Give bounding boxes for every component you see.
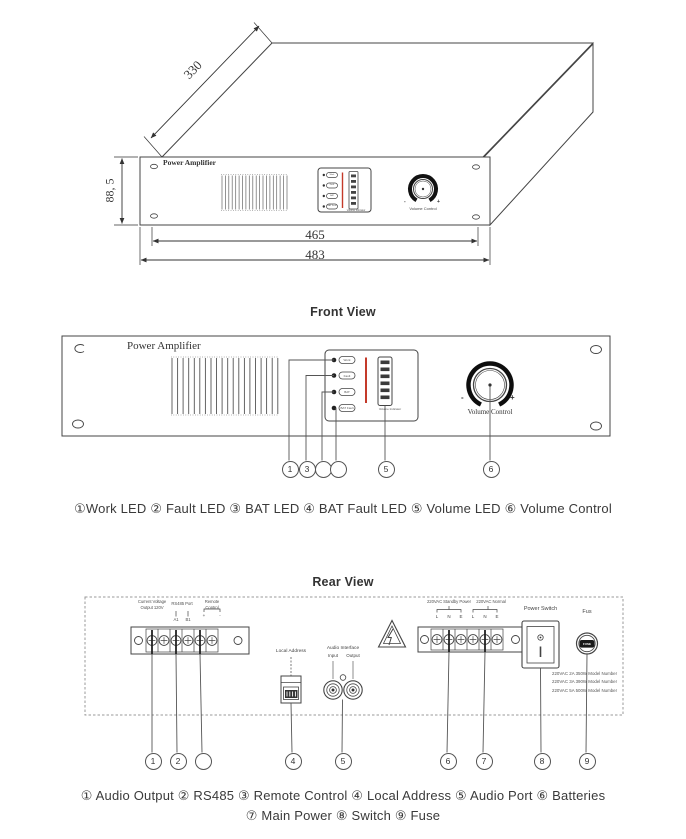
led-label: BAT bbox=[344, 390, 350, 394]
output-label: Current Voltage bbox=[137, 598, 167, 604]
top-panel-title: Power Amplifier bbox=[163, 158, 216, 167]
callout-2: 3 bbox=[299, 461, 316, 478]
fuse-label: Fus bbox=[582, 609, 592, 615]
block-mount-hole bbox=[234, 637, 242, 645]
rear-callout-2: 2 bbox=[170, 753, 187, 770]
rear-callout-3 bbox=[195, 753, 212, 770]
front-view-caption: ①Work LED ② Fault LED ③ BAT LED ④ BAT Fault LED ⑤ Volume LED ⑥ Volume Control bbox=[74, 501, 612, 516]
volume-control-label: Volume Control bbox=[467, 408, 513, 416]
phase-label-e: E bbox=[459, 613, 463, 619]
block-mount-hole bbox=[512, 636, 520, 644]
rs485-pin-b: B1 bbox=[185, 616, 191, 622]
callout-5: 5 bbox=[378, 461, 395, 478]
rear-callout-7: 7 bbox=[476, 753, 493, 770]
plus-mark: + bbox=[510, 393, 515, 402]
remote-label: Remote bbox=[204, 598, 220, 604]
plus-mark: + bbox=[437, 199, 440, 205]
volume-knob-center bbox=[422, 188, 424, 190]
callout-1: 1 bbox=[282, 461, 299, 478]
output-label: Output bbox=[346, 652, 360, 658]
volume-indicator-label: Volume Indicator bbox=[378, 407, 402, 411]
phase-label-n: N bbox=[483, 613, 487, 619]
high-voltage-warning-icon bbox=[379, 621, 406, 648]
model-line: 220VAC 2A 350W Model Number bbox=[552, 670, 618, 676]
rs485-label: RS485 Port bbox=[171, 601, 193, 606]
front-view-title: Front View bbox=[310, 305, 376, 319]
phase-label-n: N bbox=[447, 613, 451, 619]
front-view-drawing bbox=[62, 336, 610, 461]
led-label: Fault bbox=[343, 373, 351, 378]
callout-4 bbox=[330, 461, 347, 478]
rear-callout-6: 6 bbox=[440, 753, 457, 770]
block-mount-hole bbox=[421, 636, 429, 644]
minus-mark: - bbox=[461, 393, 464, 402]
rear-callout-1: 1 bbox=[145, 753, 162, 770]
dimension-width-inner: 465 bbox=[305, 227, 325, 242]
isometric-chassis bbox=[140, 43, 593, 225]
block-mount-hole bbox=[135, 637, 143, 645]
power-switch bbox=[522, 621, 559, 668]
front-panel-title: Power Amplifier bbox=[127, 340, 201, 352]
volume-indicator-label: Volume Indicator bbox=[346, 209, 366, 212]
remote-pin-minus: - bbox=[219, 613, 221, 618]
rear-callout-8: 8 bbox=[534, 753, 551, 770]
led-label: Work bbox=[343, 358, 351, 362]
output-label: Output 120V bbox=[140, 604, 164, 610]
input-label: Input bbox=[327, 652, 338, 658]
callout-3 bbox=[315, 461, 332, 478]
remote-label: Control bbox=[205, 604, 219, 610]
rs485-pin-a: A1 bbox=[173, 616, 179, 622]
volume-control-label: Volume Control bbox=[409, 205, 437, 211]
local-address-dip-switch bbox=[281, 657, 301, 703]
led-label: BAT Fault bbox=[340, 406, 354, 410]
minus-mark: - bbox=[404, 199, 406, 205]
led-label: BAT bbox=[330, 194, 334, 197]
standby-power-label: 220VAC Standby Power bbox=[426, 598, 472, 604]
rear-callout-4: 4 bbox=[285, 753, 302, 770]
rear-view-title: Rear View bbox=[312, 575, 374, 589]
led-label: Work bbox=[329, 173, 335, 176]
pin-brackets bbox=[176, 609, 220, 617]
audio-rca-connectors bbox=[324, 661, 362, 699]
rear-callout-5: 5 bbox=[335, 753, 352, 770]
dimension-height: 88, 5 bbox=[102, 178, 117, 203]
phase-label-l: L bbox=[471, 613, 475, 619]
remote-pin-plus: + bbox=[202, 613, 206, 618]
audio-interface-label: Audio Interface bbox=[326, 645, 360, 651]
phase-label-e: E bbox=[495, 613, 499, 619]
model-line: 220VAC 3A 390W Model Number bbox=[552, 679, 618, 684]
phase-label-l: L bbox=[435, 613, 439, 619]
local-address-label: Local Address bbox=[275, 648, 307, 654]
rear-view-drawing bbox=[85, 597, 623, 753]
model-line: 220VAC 5A 500W Model Number bbox=[552, 687, 618, 693]
led-label: BAT Fault bbox=[327, 205, 337, 207]
rear-callout-9: 9 bbox=[579, 753, 596, 770]
rear-view-caption-line2: ⑦ Main Power ⑧ Switch ⑨ Fuse bbox=[245, 808, 441, 823]
normal-power-label: 220VAC Normal bbox=[476, 598, 506, 604]
power-brackets bbox=[437, 606, 497, 613]
rear-view-caption-line1: ① Audio Output ② RS485 ③ Remote Control ④ Local Address ⑤ Audio Port ⑥ Batteries bbox=[80, 788, 606, 803]
led-label: Fault bbox=[329, 184, 335, 186]
dimension-depth: 330 bbox=[180, 57, 205, 82]
dimension-width-outer: 483 bbox=[305, 246, 325, 262]
fuse-marking: FUSE bbox=[582, 641, 591, 646]
volume-knob-center bbox=[488, 383, 491, 386]
power-switch-label: Power Switch bbox=[523, 606, 558, 612]
callout-6: 6 bbox=[483, 461, 500, 478]
